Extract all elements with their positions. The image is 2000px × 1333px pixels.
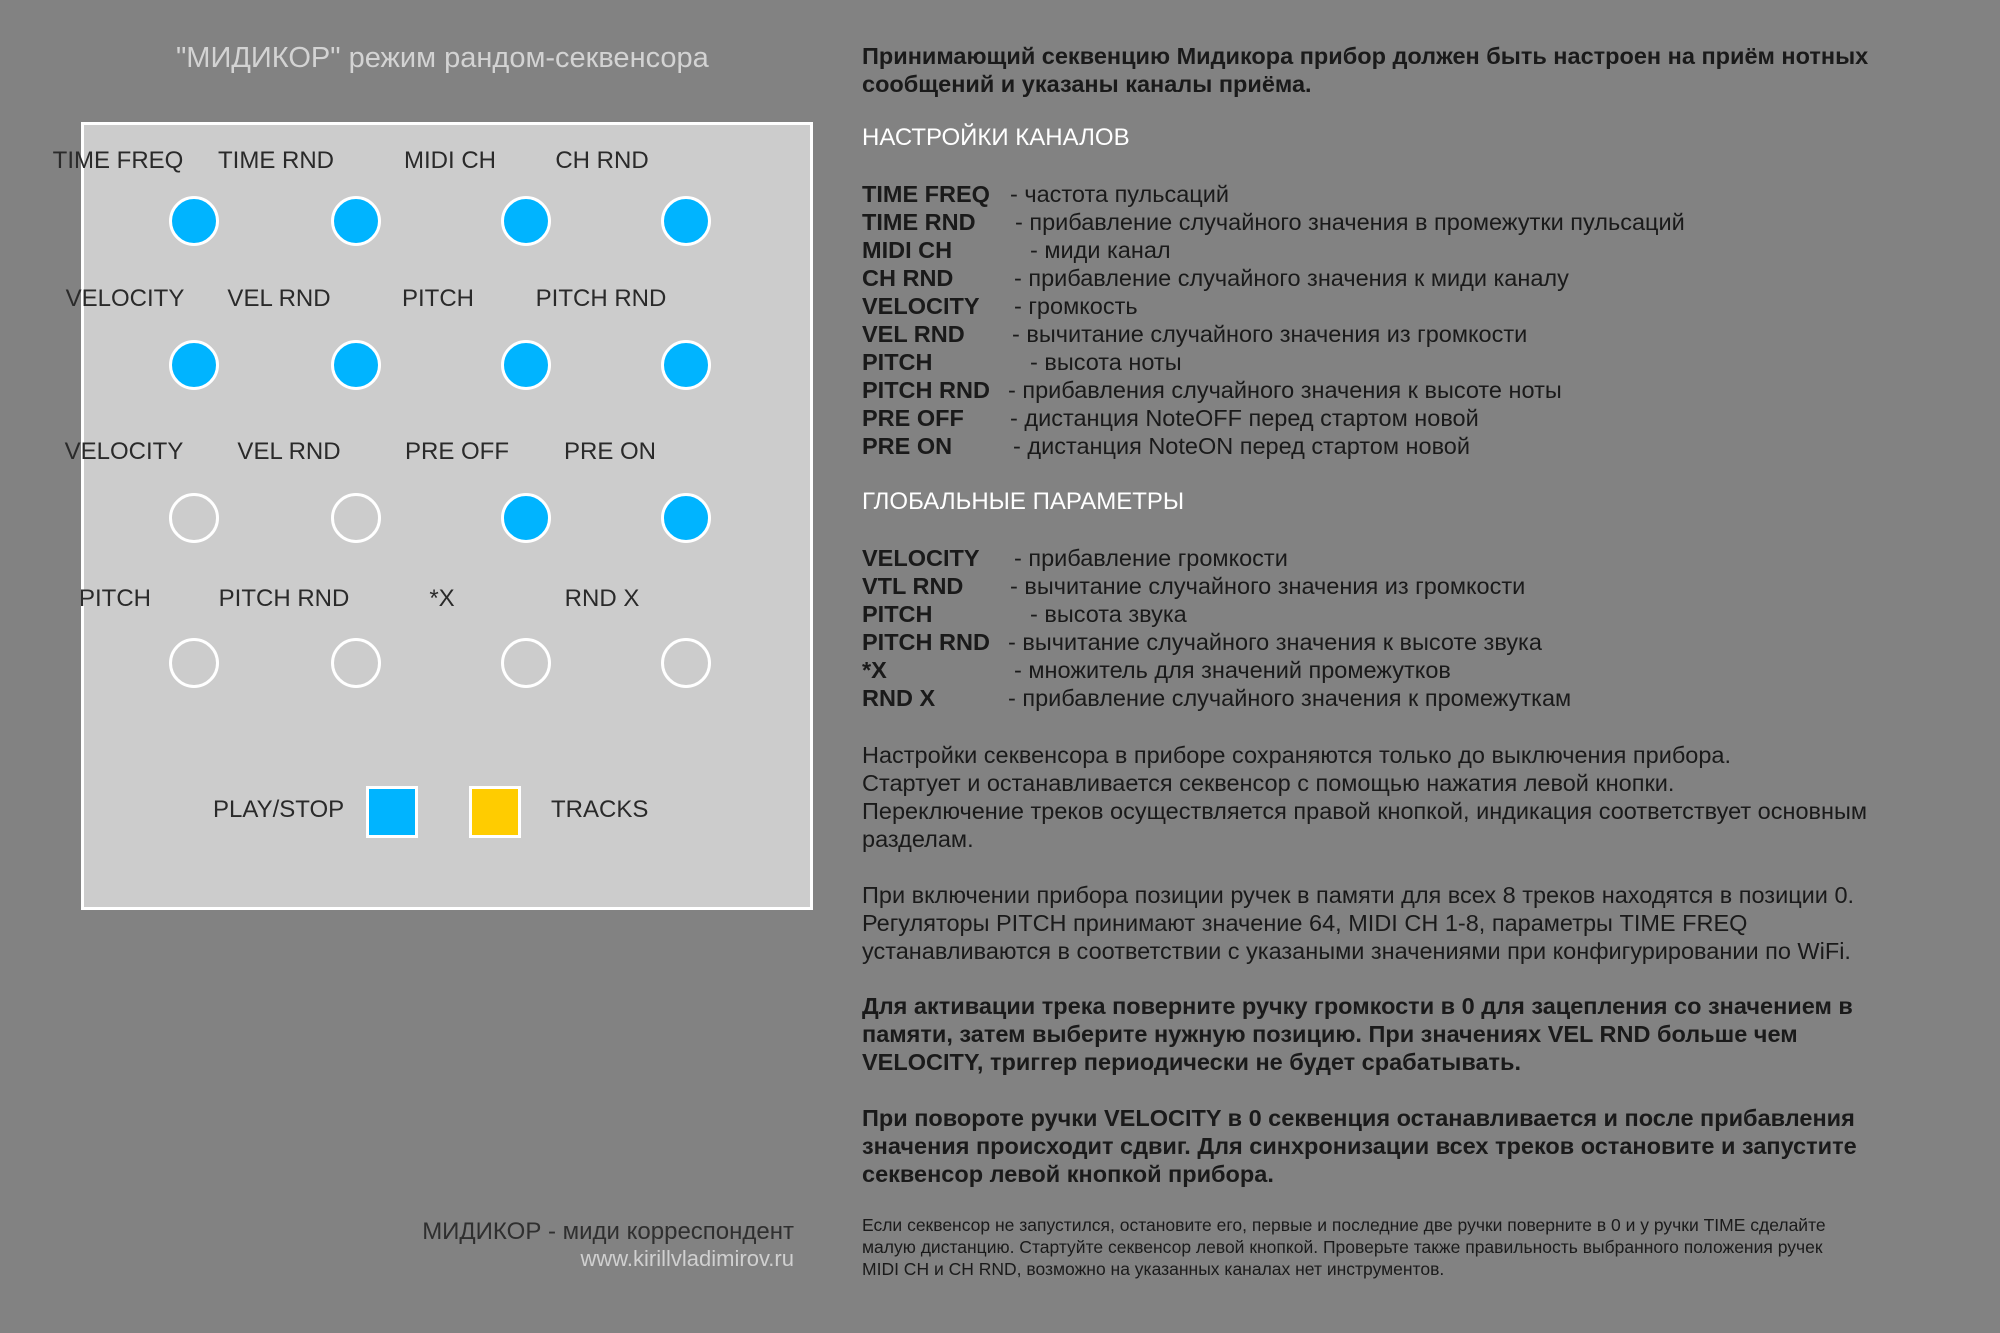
tracks-label: TRACKS: [551, 796, 649, 823]
velocity-paragraph: [862, 1104, 1857, 1188]
param-name: VTL RND: [862, 573, 964, 599]
param-description: - прибавление случайного значения к миди каналу: [1014, 265, 1569, 291]
tracks-button[interactable]: [469, 786, 521, 838]
knob-label: TIME RND: [218, 147, 334, 174]
param-name: MIDI CH: [862, 237, 953, 263]
param-description: - прибавления случайного значения к высоте ноты: [1008, 377, 1562, 403]
definition-row: [862, 265, 1569, 292]
knob-vel-rnd-indicator[interactable]: [331, 340, 381, 390]
param-description: - вычитание случайного значения из громкости: [1010, 573, 1526, 599]
page-title: "МИДИКОР" режим рандом-секвенсора: [176, 42, 709, 74]
param-name: VEL RND: [862, 321, 965, 347]
paragraph-line: При включении прибора позиции ручек в памяти для всех 8 треков находятся в позиции 0.: [862, 882, 1855, 908]
paragraph-line: памяти, затем выберите нужную позицию. При значениях VEL RND больше чем: [862, 1021, 1798, 1047]
intro-line: сообщений и указаны каналы приёма.: [862, 71, 1312, 97]
param-description: - высота звука: [1030, 601, 1187, 627]
definition-row: [862, 321, 1528, 348]
knob-pre-on-indicator[interactable]: [661, 493, 711, 543]
knob-label: PITCH RND: [218, 585, 350, 612]
knob-label: VEL RND: [237, 438, 341, 465]
definition-row: [862, 573, 1526, 600]
param-name: PRE ON: [862, 433, 953, 459]
param-name: TIME RND: [862, 209, 976, 235]
param-description: - дистанция NoteOFF перед стартом новой: [1010, 405, 1479, 431]
knob-ch-rnd-indicator[interactable]: [661, 196, 711, 246]
param-name: VELOCITY: [862, 545, 980, 571]
definition-row: [862, 545, 1288, 572]
definition-row: [862, 629, 1542, 656]
knob-pitch-indicator[interactable]: [169, 638, 219, 688]
definition-row: [862, 293, 1138, 320]
paragraph-line: Настройки секвенсора в приборе сохраняются только до выключения прибора.: [862, 742, 1732, 768]
definition-row: [862, 405, 1479, 432]
knob-pitch-indicator[interactable]: [501, 340, 551, 390]
param-description: - прибавление случайного значения в промежутки пульсаций: [1015, 209, 1685, 235]
knob-label: PRE OFF: [404, 438, 510, 465]
paragraph-line: разделам.: [862, 826, 974, 852]
param-description: - прибавление случайного значения к промежуткам: [1008, 685, 1572, 711]
knob-label: TIME FREQ: [52, 147, 184, 174]
knob-label: VEL RND: [227, 285, 331, 312]
knob-label: VELOCITY: [64, 438, 184, 465]
knob-label: RND X: [564, 585, 640, 612]
paragraph-line: секвенсор левой кнопкой прибора.: [862, 1161, 1274, 1187]
knob-velocity-indicator[interactable]: [169, 493, 219, 543]
param-name: CH RND: [862, 265, 954, 291]
definition-row: [862, 209, 1685, 236]
knob-velocity-indicator[interactable]: [169, 340, 219, 390]
knob-pre-off-indicator[interactable]: [501, 493, 551, 543]
knob-midi-ch-indicator[interactable]: [501, 196, 551, 246]
definition-row: [862, 685, 1572, 712]
intro-paragraph: [862, 42, 1868, 98]
param-name: RND X: [862, 685, 936, 711]
paragraph-line: значения происходит сдвиг. Для синхронизации всех треков остановите и запустите: [862, 1133, 1857, 1159]
knob-label: PITCH RND: [535, 285, 667, 312]
power-on-paragraph: [862, 881, 1854, 965]
knob-label: PRE ON: [563, 438, 657, 465]
knob-label: PITCH: [402, 285, 474, 312]
definition-row: [862, 181, 1230, 208]
definition-row: [862, 433, 1470, 460]
note-line: Если секвенсор не запустился, остановите его, первые и последние две ручки поверните в 0 и у ручки TIME сделайте: [862, 1215, 1826, 1235]
paragraph-line: При повороте ручки VELOCITY в 0 секвенция останавливается и после прибавления: [862, 1105, 1855, 1131]
channels-header: НАСТРОЙКИ КАНАЛОВ: [862, 124, 1130, 151]
param-name: PRE OFF: [862, 405, 964, 431]
paragraph-line: Регуляторы PITCH принимают значение 64, MIDI CH 1-8, параметры TIME FREQ: [862, 910, 1748, 936]
activation-paragraph: [862, 992, 1853, 1076]
knob-pitch-rnd-indicator[interactable]: [661, 340, 711, 390]
param-description: - высота ноты: [1030, 349, 1182, 375]
knob-time-rnd-indicator[interactable]: [331, 196, 381, 246]
knob-vel-rnd-indicator[interactable]: [331, 493, 381, 543]
play-stop-label: PLAY/STOP: [213, 796, 345, 823]
definition-row: [862, 349, 1182, 376]
knob-rnd-x-indicator[interactable]: [661, 638, 711, 688]
param-description: - вычитание случайного значения из громкости: [1012, 321, 1528, 347]
paragraph-line: VELOCITY, триггер периодически не будет срабатывать.: [862, 1049, 1522, 1075]
troubleshooting-note: [862, 1214, 1826, 1280]
footer-brand: МИДИКОР - миди корреспондент: [422, 1218, 794, 1245]
param-description: - дистанция NoteON перед стартом новой: [1013, 433, 1470, 459]
footer-website-link[interactable]: www.kirillvladimirov.ru: [580, 1246, 794, 1271]
knob-label: VELOCITY: [65, 285, 185, 312]
note-line: MIDI CH и CH RND, возможно на указанных каналах нет инструментов.: [862, 1259, 1445, 1279]
param-name: *X: [862, 657, 887, 683]
paragraph-line: устанавливаются в соответствии с указаными значениями при конфигурировании по WiFi.: [862, 938, 1851, 964]
param-name: PITCH RND: [862, 629, 990, 655]
settings-paragraph: [862, 741, 1867, 853]
param-description: - множитель для значений промежутков: [1014, 657, 1451, 683]
knob-label: *X: [429, 585, 455, 612]
definition-row: [862, 601, 1187, 628]
knob-x-indicator[interactable]: [501, 638, 551, 688]
param-name: PITCH: [862, 349, 933, 375]
knob-pitch-rnd-indicator[interactable]: [331, 638, 381, 688]
knob-label: MIDI CH: [404, 147, 496, 174]
param-name: VELOCITY: [862, 293, 980, 319]
param-description: - миди канал: [1030, 237, 1171, 263]
param-description: - прибавление громкости: [1014, 545, 1288, 571]
knob-label: CH RND: [555, 147, 649, 174]
paragraph-line: Стартует и останавливается секвенсор с помощью нажатия левой кнопки.: [862, 770, 1675, 796]
definition-row: [862, 377, 1562, 404]
intro-line: Принимающий секвенцию Мидикора прибор должен быть настроен на приём нотных: [862, 43, 1869, 69]
controller-panel: [52, 122, 813, 910]
definition-row: [862, 237, 1171, 264]
note-line: малую дистанцию. Стартуйте секвенсор левой кнопкой. Проверьте также правильность выбранного положения ручек: [862, 1237, 1823, 1257]
param-description: - громкость: [1014, 293, 1138, 319]
param-name: TIME FREQ: [862, 181, 990, 207]
param-name: PITCH RND: [862, 377, 990, 403]
paragraph-line: Для активации трека поверните ручку громкости в 0 для зацепления со значением в: [862, 993, 1853, 1019]
definition-row: [862, 657, 1451, 684]
play-stop-button[interactable]: [366, 786, 418, 838]
knob-label: PITCH: [79, 585, 151, 612]
param-description: - частота пульсаций: [1010, 181, 1230, 207]
param-description: - вычитание случайного значения к высоте звука: [1008, 629, 1542, 655]
paragraph-line: Переключение треков осуществляется правой кнопкой, индикация соответствует основным: [862, 798, 1868, 824]
knob-time-freq-indicator[interactable]: [169, 196, 219, 246]
global-header: ГЛОБАЛЬНЫЕ ПАРАМЕТРЫ: [862, 488, 1185, 515]
param-name: PITCH: [862, 601, 933, 627]
